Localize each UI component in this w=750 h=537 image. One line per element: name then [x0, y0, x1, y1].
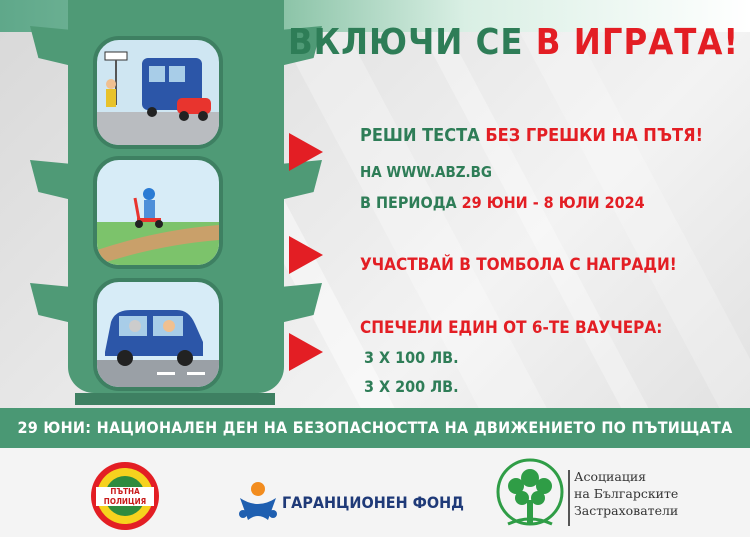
play-arrow-icon [289, 236, 323, 274]
police-line2: ПОЛИЦИЯ [103, 496, 147, 506]
headline [288, 22, 740, 63]
step-site: НА WWW.ABZ.BG [360, 163, 493, 181]
play-arrow-icon [289, 133, 323, 171]
car-scene [93, 278, 223, 391]
police-badge-logo [90, 461, 160, 531]
step-test-part1: РЕШИ ТЕСТА [360, 125, 486, 146]
association-line: на Българските [574, 486, 679, 501]
fund-name: ГАРАНЦИОНЕН ФОНД [282, 493, 464, 512]
step-period [360, 193, 645, 212]
banner-text: 29 ЮНИ: НАЦИОНАЛЕН ДЕН НА БЕЗОПАСНОСТТА НА ДВИЖЕНИЕТО ПО ПЪТИЩАТА [17, 418, 733, 437]
association-line: Застрахователи [574, 503, 679, 518]
banner [0, 408, 750, 448]
bus-stop-scene [93, 36, 223, 149]
step-win: СПЕЧЕЛИ ЕДИН ОТ 6-ТЕ ВАУЧЕРА: [360, 318, 663, 338]
play-arrow-icon [289, 333, 323, 371]
association-name [574, 468, 714, 519]
step-period-part1: В ПЕРИОДА [360, 193, 462, 212]
step-test-part2: БЕЗ ГРЕШКИ НА ПЪТЯ! [485, 125, 703, 146]
prize-item: 3 Х 100 ЛВ. [364, 348, 459, 367]
scooter-scene [93, 156, 223, 269]
headline-part1: ВКЛЮЧИ СЕ [288, 22, 536, 63]
step-raffle: УЧАСТВАЙ В ТОМБОЛА С НАГРАДИ! [360, 255, 677, 275]
association-line: Асоциация [574, 469, 647, 484]
step-test [360, 125, 703, 146]
prize-item: 3 Х 200 ЛВ. [364, 377, 459, 396]
headline-part2: В ИГРАТА! [535, 22, 740, 63]
police-line1: ПЪТНА [110, 487, 140, 496]
step-period-part2: 29 ЮНИ - 8 ЮЛИ 2024 [461, 193, 645, 212]
